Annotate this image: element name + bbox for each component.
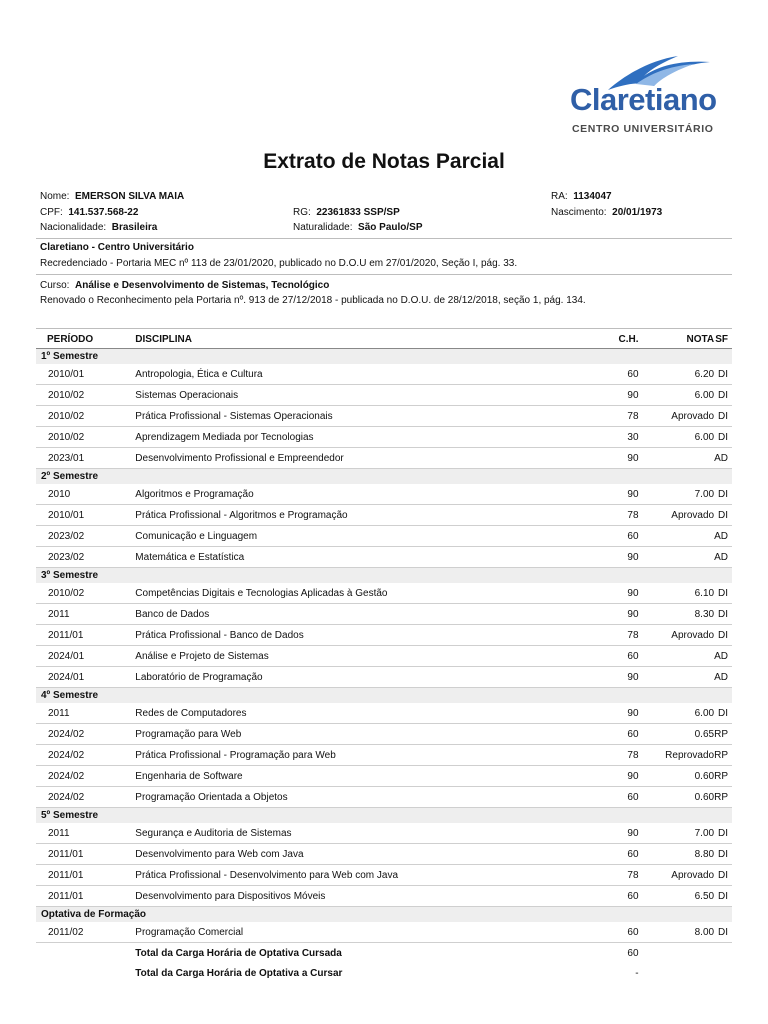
periodo-cell: 2010 bbox=[36, 484, 135, 505]
divider bbox=[36, 238, 732, 239]
table-row bbox=[36, 505, 732, 526]
nota-cell: 6.00 bbox=[639, 427, 715, 448]
semester-title: 4º Semestre bbox=[36, 688, 732, 704]
sf-cell: DI bbox=[714, 364, 732, 385]
sf-cell: DI bbox=[714, 583, 732, 604]
table-row bbox=[36, 667, 732, 688]
nota-cell: Aprovado bbox=[639, 625, 715, 646]
ch-cell: 90 bbox=[579, 766, 638, 787]
ch-cell: 78 bbox=[579, 745, 638, 766]
nota-cell: Aprovado bbox=[639, 406, 715, 427]
nota-cell: 0.60 bbox=[639, 787, 715, 808]
ch-cell: 60 bbox=[579, 724, 638, 745]
total-spacer bbox=[36, 963, 135, 983]
periodo-cell: 2011/01 bbox=[36, 625, 135, 646]
ch-cell: 90 bbox=[579, 604, 638, 625]
table-row bbox=[36, 484, 732, 505]
disciplina-cell: Desenvolvimento para Web com Java bbox=[135, 844, 579, 865]
ch-cell: 30 bbox=[579, 427, 638, 448]
sf-cell: RP bbox=[714, 745, 732, 766]
semester-header bbox=[36, 568, 732, 584]
semester-header bbox=[36, 808, 732, 824]
disciplina-cell: Prática Profissional - Banco de Dados bbox=[135, 625, 579, 646]
ch-cell: 90 bbox=[579, 583, 638, 604]
table-row bbox=[36, 844, 732, 865]
sf-cell: AD bbox=[714, 667, 732, 688]
rg-value: 22361833 SSP/SP bbox=[316, 207, 400, 218]
periodo-cell: 2024/02 bbox=[36, 787, 135, 808]
semester-title: Optativa de Formação bbox=[36, 907, 732, 923]
ch-cell: 60 bbox=[579, 844, 638, 865]
table-row bbox=[36, 787, 732, 808]
disciplina-cell: Prática Profissional - Programação para Web bbox=[135, 745, 579, 766]
sf-cell: DI bbox=[714, 922, 732, 943]
student-name-field bbox=[40, 191, 184, 202]
nota-cell bbox=[639, 646, 715, 667]
sf-cell: AD bbox=[714, 646, 732, 667]
header-ch: C.H. bbox=[579, 330, 638, 349]
table-row bbox=[36, 646, 732, 667]
nota-cell: Aprovado bbox=[639, 505, 715, 526]
sf-cell: DI bbox=[714, 385, 732, 406]
table-row bbox=[36, 823, 732, 844]
header-nota: NOTA bbox=[639, 330, 715, 349]
course-name: Análise e Desenvolvimento de Sistemas, Tecnológico bbox=[75, 280, 330, 291]
periodo-cell: 2024/02 bbox=[36, 745, 135, 766]
semester-header bbox=[36, 688, 732, 704]
naturalidade-value: São Paulo/SP bbox=[358, 222, 423, 233]
periodo-cell: 2011/02 bbox=[36, 922, 135, 943]
nota-cell bbox=[639, 667, 715, 688]
table-row bbox=[36, 385, 732, 406]
header-periodo: PERÍODO bbox=[36, 330, 135, 349]
course-renovado: Renovado o Reconhecimento pela Portaria nº. 913 de 27/12/2018 - publicada no D.O.U. de 28/12/2018, seção 1, pág. 134. bbox=[40, 295, 586, 306]
sf-cell: RP bbox=[714, 787, 732, 808]
periodo-cell: 2024/01 bbox=[36, 667, 135, 688]
ch-cell: 90 bbox=[579, 703, 638, 724]
ch-cell: 90 bbox=[579, 823, 638, 844]
periodo-cell: 2010/02 bbox=[36, 583, 135, 604]
table-row bbox=[36, 766, 732, 787]
periodo-cell: 2010/02 bbox=[36, 427, 135, 448]
institution-recredenciado: Recredenciado - Portaria MEC nº 113 de 23/01/2020, publicado no D.O.U em 27/01/2020, Seção I, pág. 33. bbox=[40, 258, 518, 269]
total-row bbox=[36, 943, 732, 964]
periodo-cell: 2023/02 bbox=[36, 547, 135, 568]
disciplina-cell: Prática Profissional - Desenvolvimento para Web com Java bbox=[135, 865, 579, 886]
disciplina-cell: Prática Profissional - Algoritmos e Programação bbox=[135, 505, 579, 526]
sf-cell: DI bbox=[714, 625, 732, 646]
disciplina-cell: Comunicação e Linguagem bbox=[135, 526, 579, 547]
total-label: Total da Carga Horária de Optativa Cursada bbox=[135, 947, 342, 959]
nota-cell: 6.20 bbox=[639, 364, 715, 385]
ch-cell: 60 bbox=[579, 526, 638, 547]
total-label: Total da Carga Horária de Optativa a Cursar bbox=[135, 967, 343, 979]
periodo-cell: 2010/01 bbox=[36, 505, 135, 526]
header-sf: SF bbox=[714, 330, 732, 349]
table-row bbox=[36, 604, 732, 625]
ch-cell: 78 bbox=[579, 406, 638, 427]
table-row bbox=[36, 427, 732, 448]
disciplina-cell: Banco de Dados bbox=[135, 604, 579, 625]
nota-cell: 8.80 bbox=[639, 844, 715, 865]
semester-header bbox=[36, 349, 732, 365]
course-label: Curso: bbox=[40, 280, 70, 291]
disciplina-cell: Desenvolvimento para Dispositivos Móveis bbox=[135, 886, 579, 907]
periodo-cell: 2011/01 bbox=[36, 886, 135, 907]
total-value: 60 bbox=[627, 947, 639, 959]
table-row bbox=[36, 922, 732, 943]
disciplina-cell: Programação Comercial bbox=[135, 922, 579, 943]
institution-name: Claretiano - Centro Universitário bbox=[40, 242, 194, 253]
disciplina-cell: Sistemas Operacionais bbox=[135, 385, 579, 406]
header-disciplina: DISCIPLINA bbox=[135, 330, 579, 349]
total-spacer bbox=[639, 963, 715, 983]
ch-cell: 90 bbox=[579, 484, 638, 505]
nascimento-value: 20/01/1973 bbox=[612, 207, 663, 218]
sf-cell: DI bbox=[714, 427, 732, 448]
nacionalidade-value: Brasileira bbox=[111, 222, 158, 233]
total-spacer bbox=[639, 943, 715, 964]
periodo-cell: 2010/01 bbox=[36, 364, 135, 385]
table-row bbox=[36, 865, 732, 886]
ra-field bbox=[551, 191, 612, 202]
table-row bbox=[36, 745, 732, 766]
semester-title: 1º Semestre bbox=[36, 349, 732, 365]
disciplina-cell: Programação para Web bbox=[135, 724, 579, 745]
table-row bbox=[36, 886, 732, 907]
disciplina-cell: Aprendizagem Mediada por Tecnologias bbox=[135, 427, 579, 448]
sf-cell: RP bbox=[714, 766, 732, 787]
semester-header bbox=[36, 469, 732, 485]
sf-cell: DI bbox=[714, 406, 732, 427]
page-title: Extrato de Notas Parcial bbox=[263, 150, 505, 173]
ch-cell: 78 bbox=[579, 865, 638, 886]
nota-cell: 8.30 bbox=[639, 604, 715, 625]
periodo-cell: 2011/01 bbox=[36, 865, 135, 886]
nota-cell: Reprovado bbox=[639, 745, 715, 766]
total-spacer bbox=[714, 963, 732, 983]
periodo-cell: 2024/02 bbox=[36, 766, 135, 787]
periodo-cell: 2024/01 bbox=[36, 646, 135, 667]
ch-cell: 90 bbox=[579, 385, 638, 406]
nota-cell: 0.60 bbox=[639, 766, 715, 787]
disciplina-cell: Programação Orientada a Objetos bbox=[135, 787, 579, 808]
nota-cell bbox=[639, 526, 715, 547]
table-row bbox=[36, 406, 732, 427]
divider bbox=[36, 328, 732, 329]
ch-cell: 60 bbox=[579, 787, 638, 808]
naturalidade-label: Naturalidade: bbox=[293, 222, 353, 233]
sf-cell: DI bbox=[714, 886, 732, 907]
disciplina-cell: Prática Profissional - Sistemas Operacionais bbox=[135, 406, 579, 427]
nome-value: EMERSON SILVA MAIA bbox=[75, 191, 185, 202]
sf-cell: DI bbox=[714, 865, 732, 886]
disciplina-cell: Antropologia, Ética e Cultura bbox=[135, 364, 579, 385]
rg-field bbox=[293, 207, 400, 218]
total-row bbox=[36, 963, 732, 983]
rg-label: RG: bbox=[293, 207, 311, 218]
total-value: - bbox=[635, 967, 639, 979]
periodo-cell: 2011 bbox=[36, 604, 135, 625]
ch-cell: 60 bbox=[579, 364, 638, 385]
sf-cell: DI bbox=[714, 604, 732, 625]
disciplina-cell: Análise e Projeto de Sistemas bbox=[135, 646, 579, 667]
periodo-cell: 2011 bbox=[36, 823, 135, 844]
semester-title: 5º Semestre bbox=[36, 808, 732, 824]
naturalidade-field bbox=[293, 222, 423, 233]
claretiano-logo bbox=[566, 52, 726, 138]
disciplina-cell: Matemática e Estatística bbox=[135, 547, 579, 568]
nota-cell bbox=[639, 547, 715, 568]
semester-title: 2º Semestre bbox=[36, 469, 732, 485]
table-row bbox=[36, 625, 732, 646]
nota-cell: 7.00 bbox=[639, 484, 715, 505]
periodo-cell: 2010/02 bbox=[36, 385, 135, 406]
sf-cell: DI bbox=[714, 505, 732, 526]
nacionalidade-label: Nacionalidade: bbox=[40, 222, 107, 233]
nome-label: Nome: bbox=[40, 191, 70, 202]
grades-table bbox=[36, 330, 732, 983]
table-header-row bbox=[36, 330, 732, 349]
nascimento-label: Nascimento: bbox=[551, 207, 607, 218]
disciplina-cell: Engenharia de Software bbox=[135, 766, 579, 787]
cpf-value: 141.537.568-22 bbox=[68, 207, 139, 218]
brand-subtitle: CENTRO UNIVERSITÁRIO bbox=[572, 123, 714, 135]
total-spacer bbox=[714, 943, 732, 964]
nacionalidade-field bbox=[40, 222, 157, 233]
sf-cell: DI bbox=[714, 484, 732, 505]
table-row bbox=[36, 724, 732, 745]
periodo-cell: 2023/02 bbox=[36, 526, 135, 547]
periodo-cell: 2023/01 bbox=[36, 448, 135, 469]
sf-cell: DI bbox=[714, 823, 732, 844]
ch-cell: 60 bbox=[579, 886, 638, 907]
disciplina-cell: Competências Digitais e Tecnologias Aplicadas à Gestão bbox=[135, 583, 579, 604]
nota-cell: 6.00 bbox=[639, 385, 715, 406]
nota-cell: 0.65 bbox=[639, 724, 715, 745]
nota-cell: 6.50 bbox=[639, 886, 715, 907]
table-row bbox=[36, 583, 732, 604]
table-row bbox=[36, 526, 732, 547]
table-row bbox=[36, 547, 732, 568]
divider bbox=[36, 274, 732, 275]
sf-cell: AD bbox=[714, 547, 732, 568]
disciplina-cell: Segurança e Auditoria de Sistemas bbox=[135, 823, 579, 844]
cpf-label: CPF: bbox=[40, 207, 63, 218]
periodo-cell: 2010/02 bbox=[36, 406, 135, 427]
table-row bbox=[36, 364, 732, 385]
ra-value: 1134047 bbox=[573, 191, 612, 202]
nota-cell: 6.10 bbox=[639, 583, 715, 604]
sf-cell: RP bbox=[714, 724, 732, 745]
cpf-field bbox=[40, 207, 138, 218]
ra-label: RA: bbox=[551, 191, 568, 202]
semester-header bbox=[36, 907, 732, 923]
sf-cell: DI bbox=[714, 703, 732, 724]
table-row bbox=[36, 703, 732, 724]
disciplina-cell: Desenvolvimento Profissional e Empreendedor bbox=[135, 448, 579, 469]
course-field bbox=[40, 280, 329, 291]
sf-cell: AD bbox=[714, 526, 732, 547]
total-spacer bbox=[36, 943, 135, 964]
disciplina-cell: Redes de Computadores bbox=[135, 703, 579, 724]
ch-cell: 78 bbox=[579, 625, 638, 646]
ch-cell: 90 bbox=[579, 667, 638, 688]
disciplina-cell: Laboratório de Programação bbox=[135, 667, 579, 688]
nota-cell: Aprovado bbox=[639, 865, 715, 886]
ch-cell: 60 bbox=[579, 922, 638, 943]
disciplina-cell: Algoritmos e Programação bbox=[135, 484, 579, 505]
ch-cell: 78 bbox=[579, 505, 638, 526]
nota-cell: 6.00 bbox=[639, 703, 715, 724]
nascimento-field bbox=[551, 207, 662, 218]
ch-cell: 90 bbox=[579, 547, 638, 568]
periodo-cell: 2024/02 bbox=[36, 724, 135, 745]
semester-title: 3º Semestre bbox=[36, 568, 732, 584]
periodo-cell: 2011 bbox=[36, 703, 135, 724]
periodo-cell: 2011/01 bbox=[36, 844, 135, 865]
sf-cell: DI bbox=[714, 844, 732, 865]
ch-cell: 90 bbox=[579, 448, 638, 469]
ch-cell: 60 bbox=[579, 646, 638, 667]
brand-name: Claretiano bbox=[570, 82, 717, 117]
nota-cell: 8.00 bbox=[639, 922, 715, 943]
nota-cell bbox=[639, 448, 715, 469]
table-row bbox=[36, 448, 732, 469]
sf-cell: AD bbox=[714, 448, 732, 469]
nota-cell: 7.00 bbox=[639, 823, 715, 844]
